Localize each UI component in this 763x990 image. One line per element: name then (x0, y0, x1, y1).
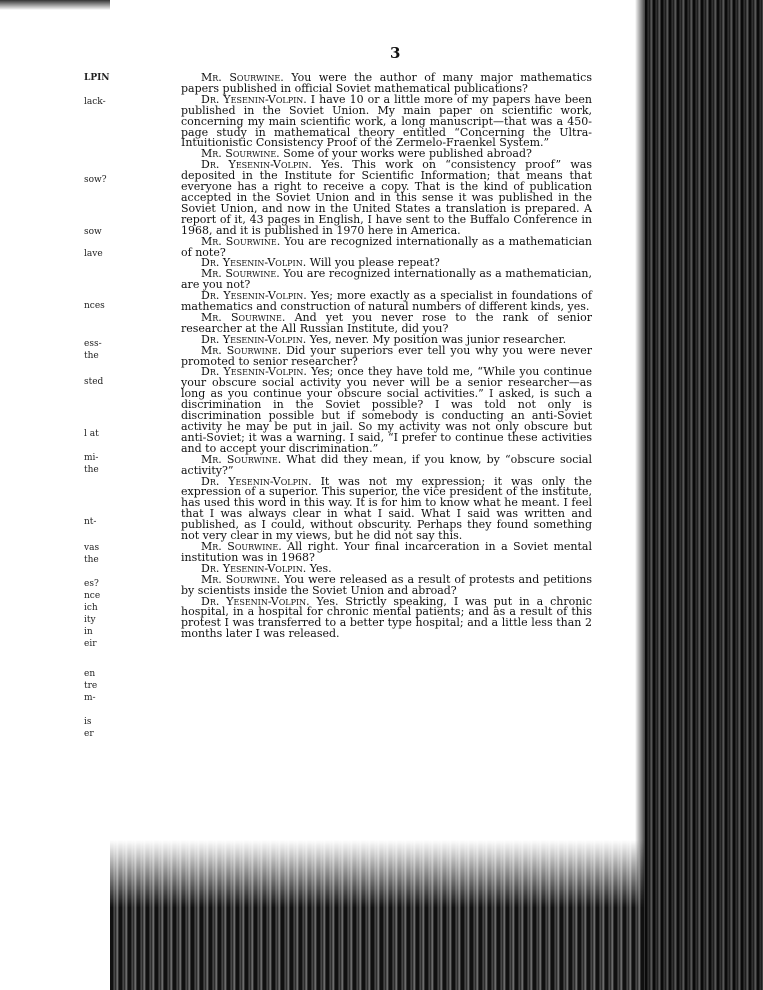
margin-fragment: nt- (84, 517, 97, 527)
paragraph (181, 539, 593, 564)
paragraph (181, 474, 592, 543)
margin-fragment: the (84, 465, 99, 475)
speaker: Dr. Yesenin-Volpin. (201, 256, 307, 270)
margin-fragment: ich (84, 603, 98, 613)
speaker: Mr. Sourwine. (201, 539, 282, 553)
paragraph-text: Yes, never. My position was junior researcher. (309, 332, 567, 346)
paragraph (181, 291, 592, 313)
margin-fragment: sow? (84, 175, 107, 185)
margin-fragment: nce (84, 591, 101, 601)
paragraph-text: You are recognized internationally as a mathematician of note? (181, 234, 593, 259)
scan-shadow-bottom (110, 840, 645, 990)
paragraph-text: I have 10 or a little more of my papers have been published in the Soviet Union. My main paper on scientific work, concerning my main scientific work, a long manuscript—that was a 450-page study in mathematical theory entitled “Concerning the Ultra-Intuitionistic Consistency Proof of the Zermelo-Fraenkel System.” (181, 92, 592, 150)
paragraph (181, 310, 593, 335)
speaker: Dr. Yesenin-Volpin. (201, 289, 307, 303)
margin-fragment: es? (84, 579, 99, 589)
paragraph (181, 572, 592, 597)
margin-fragment: in (84, 627, 93, 637)
margin-fragment: ity (84, 615, 96, 625)
scan-shadow-top (0, 0, 110, 10)
paragraph-text: Did your superiors ever tell you why you were never promoted to senior researcher? (181, 343, 593, 368)
margin-fragment: tre (84, 681, 98, 691)
paragraph (181, 92, 592, 150)
paragraph (181, 452, 592, 477)
paragraph-text: Yes; more exactly as a specialist in foundations of mathematics and construction of natural numbers of different kinds, yes. (181, 289, 592, 314)
speaker: Dr. Yesenin-Volpin. (201, 365, 307, 379)
margin-fragment: the (84, 555, 99, 565)
speaker: Dr. Yesenin-Volpin. (201, 474, 312, 488)
speaker: Mr. Sourwine. (201, 147, 280, 161)
margin-fragment: nces (84, 301, 105, 311)
paragraph-text: Yes. This work on “consistency proof” was deposited in the Institute for Scientific Information; that means that everyone has a right to receive a copy. That is the kind of publication accepted in the Soviet Union and in this sense it was published in the Soviet Union, and now in the United States a translation is prepared. A report of it, 43 pages in English, I have sent to the Buffalo Conference in 1968, and it is published in 1970 here in America. (181, 158, 592, 237)
paragraph-text: And yet you never rose to the rank of senior researcher at the All Russian Institute, did you? (181, 310, 593, 335)
speaker: Dr. Yesenin-Volpin. (201, 158, 312, 172)
paragraph (181, 367, 592, 454)
scan-shadow-right (645, 0, 763, 990)
paragraph (181, 269, 592, 291)
paragraph-text: What did they mean, if you know, by “obscure social activity?” (181, 452, 592, 477)
paragraph (181, 234, 593, 259)
margin-fragment: vas (84, 543, 100, 553)
speaker: Dr. Yesenin-Volpin. (201, 332, 307, 346)
margin-fragment: the (84, 351, 99, 361)
speaker: Mr. Sourwine. (201, 343, 282, 357)
speaker: Dr. Yesenin-Volpin. (201, 92, 307, 106)
margin-fragment: l at (84, 429, 99, 439)
margin-fragment: m- (84, 693, 96, 703)
margin-fragment: en (84, 669, 96, 679)
paragraph (181, 594, 592, 641)
speaker: Dr. Yesenin-Volpin. (201, 561, 307, 575)
speaker: Mr. Sourwine. (201, 71, 284, 84)
speaker: Mr. Sourwine. (201, 234, 281, 248)
margin-fragment: is (84, 717, 92, 727)
speaker: Mr. Sourwine. (201, 452, 282, 466)
paragraph-text: Yes. Strictly speaking, I was put in a chronic hospital, in a hospital for chronic mental patients; and as a result of this protest I was transferred to a better type hospital; and a little less than 2 months later I was released. (181, 594, 592, 641)
margin-fragment: er (84, 729, 94, 739)
transcript-body (181, 73, 592, 640)
paragraph-text: You are recognized internationally as a mathematician, are you not? (181, 267, 593, 292)
paragraph-text: You were released as a result of protests and petitions by scientists inside the Soviet Union and abroad? (181, 572, 592, 597)
speaker: Mr. Sourwine. (201, 267, 280, 281)
paragraph-text: It was not my expression; it was only the expression of a superior. This superior, the vice president of the institute, has used this word in this way. It is for him to know what he meant. I feel that I was always clear in what I said. What I said was written and published, as I could, without obscurity. Perhaps they found something not very clear in my views, but he did not say this. (181, 474, 592, 543)
margin-fragment: eir (84, 639, 97, 649)
paragraph-text: All right. Your final incarceration in a Soviet mental institution was in 1968? (181, 539, 593, 564)
margin-fragment: mi- (84, 453, 99, 463)
margin-fragment: lave (84, 249, 103, 259)
speaker: Dr. Yesenin-Volpin. (201, 594, 310, 608)
paragraph-text: Some of your works were published abroad? (283, 147, 532, 161)
paragraph-text: You were the author of many major mathematics papers published in official Soviet mathematical publications? (181, 71, 592, 95)
paragraph (181, 73, 592, 95)
paragraph-text: Yes; once they have told me, “While you continue your obscure social activity you never will be a senior researcher—as long as you continue your obscure social activities.” I asked, is such a discrimination in the Soviet possible? I was told not only is discrimination possible but if somebody is conducting an anti-Soviet activity he may be put in jail. So my activity was not only obscure but anti-Soviet; it was a warning. I said, “I prefer to continue these activities and to accept your discrimination.” (181, 365, 592, 455)
paragraph-text: Yes. (309, 561, 332, 575)
page-number: 3 (390, 44, 401, 62)
paragraph-text: Will you please repeat? (309, 256, 440, 270)
margin-fragment: LPIN (84, 73, 110, 83)
speaker: Mr. Sourwine. (201, 310, 286, 324)
margin-fragment: sow (84, 227, 102, 237)
margin-fragment: sted (84, 377, 104, 387)
margin-fragment: ess- (84, 339, 102, 349)
paragraph (181, 343, 593, 368)
paragraph (181, 160, 592, 236)
speaker: Mr. Sourwine. (201, 572, 281, 586)
margin-fragment: lack- (84, 97, 106, 107)
